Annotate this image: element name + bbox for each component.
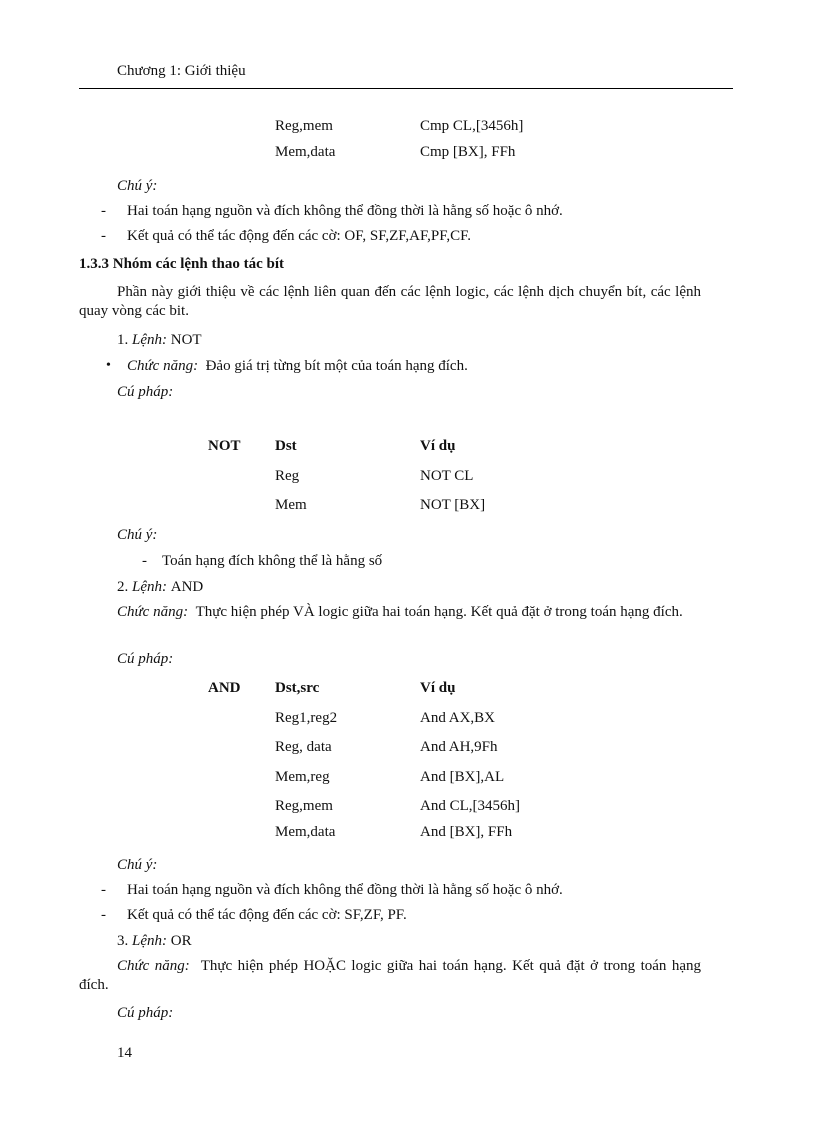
table-operand-head: Dst [275, 438, 297, 454]
note-label: Chú ý: [117, 857, 158, 873]
dash: - [101, 228, 106, 244]
not-operand-2: Mem [275, 497, 307, 513]
chuc-nang-label: Chức năng: [117, 958, 190, 974]
table-mnemonic: NOT [208, 438, 241, 454]
command-title-not [117, 331, 202, 349]
table-example-head: Ví dụ [420, 438, 456, 454]
lenh-label: Lệnh: [132, 579, 167, 595]
chuc-nang-text: Thực hiện phép VÀ logic giữa hai toán hạng. Kết quả đặt ở trong toán hạng đích. [195, 604, 683, 620]
not-example-1: NOT CL [420, 468, 474, 484]
cmp-example-1: Cmp CL,[3456h] [420, 118, 524, 134]
note-item: Kết quả có thể tác động đến các cờ: OF, SF,ZF,AF,PF,CF. [127, 228, 472, 244]
table-mnemonic: AND [208, 680, 241, 696]
command-title-and [117, 578, 203, 596]
command-name: AND [170, 579, 204, 595]
not-operand-1: Reg [275, 468, 300, 484]
lenh-label: Lệnh: [132, 332, 167, 348]
cmp-operand-2: Mem,data [275, 144, 336, 160]
page-header: Chương 1: Giới thiệu [117, 63, 246, 79]
section-intro: Phần này giới thiệu về các lệnh liên quan đến các lệnh logic, các lệnh dịch chuyển bít, các lệnh quay vòng các bit. [79, 284, 701, 319]
chuc-nang-label: Chức năng: [117, 604, 189, 620]
command-name: NOT [170, 332, 202, 348]
dash: - [101, 203, 106, 219]
and-example-1: And AX,BX [420, 710, 496, 726]
cmp-example-2: Cmp [BX], FFh [420, 144, 516, 160]
note-label: Chú ý: [117, 527, 158, 543]
cmp-operand-1: Reg,mem [275, 118, 333, 134]
bullet-icon: • [106, 358, 111, 373]
and-example-2: And AH,9Fh [420, 739, 498, 755]
table-operand-head: Dst,src [275, 680, 320, 696]
note-item: Hai toán hạng nguồn và đích không thể đồng thời là hằng số hoặc ô nhớ. [127, 203, 563, 219]
and-example-5: And [BX], FFh [420, 824, 513, 840]
dash: - [101, 882, 106, 898]
note-item: Toán hạng đích không thể là hằng số [162, 553, 383, 569]
and-operand-2: Reg, data [275, 739, 332, 755]
note-label: Chú ý: [117, 178, 158, 194]
command-number: 2. [117, 579, 132, 595]
table-example-head: Ví dụ [420, 680, 456, 696]
syntax-label: Cú pháp: [117, 651, 174, 667]
and-example-3: And [BX],AL [420, 769, 505, 785]
chuc-nang-text: Đảo giá trị từng bít một của toán hạng đích. [205, 358, 468, 374]
dash: - [101, 907, 106, 923]
function-line-or [79, 957, 701, 995]
function-line-and [79, 603, 701, 622]
not-example-2: NOT [BX] [420, 497, 486, 513]
command-number: 1. [117, 332, 132, 348]
command-name: OR [170, 933, 192, 949]
and-example-4: And CL,[3456h] [420, 798, 520, 814]
function-line-not [127, 357, 468, 375]
note-item: Hai toán hạng nguồn và đích không thể đồng thời là hằng số hoặc ô nhớ. [127, 882, 563, 898]
syntax-label: Cú pháp: [117, 384, 174, 400]
and-operand-3: Mem,reg [275, 769, 330, 785]
chuc-nang-label: Chức năng: [127, 358, 199, 374]
dash: - [142, 553, 147, 569]
command-title-or [117, 932, 192, 950]
syntax-label: Cú pháp: [117, 1005, 174, 1021]
page-number: 14 [117, 1045, 132, 1061]
and-operand-1: Reg1,reg2 [275, 710, 338, 726]
header-rule [79, 88, 733, 89]
and-operand-5: Mem,data [275, 824, 336, 840]
lenh-label: Lệnh: [132, 933, 167, 949]
section-heading: 1.3.3 Nhóm các lệnh thao tác bít [79, 256, 284, 272]
note-item: Kết quả có thể tác động đến các cờ: SF,ZF, PF. [127, 907, 407, 923]
command-number: 3. [117, 933, 132, 949]
and-operand-4: Reg,mem [275, 798, 333, 814]
chuc-nang-text: Thực hiện phép HOẶC logic giữa hai toán hạng. Kết quả đặt ở trong toán hạng đích. [79, 958, 702, 993]
